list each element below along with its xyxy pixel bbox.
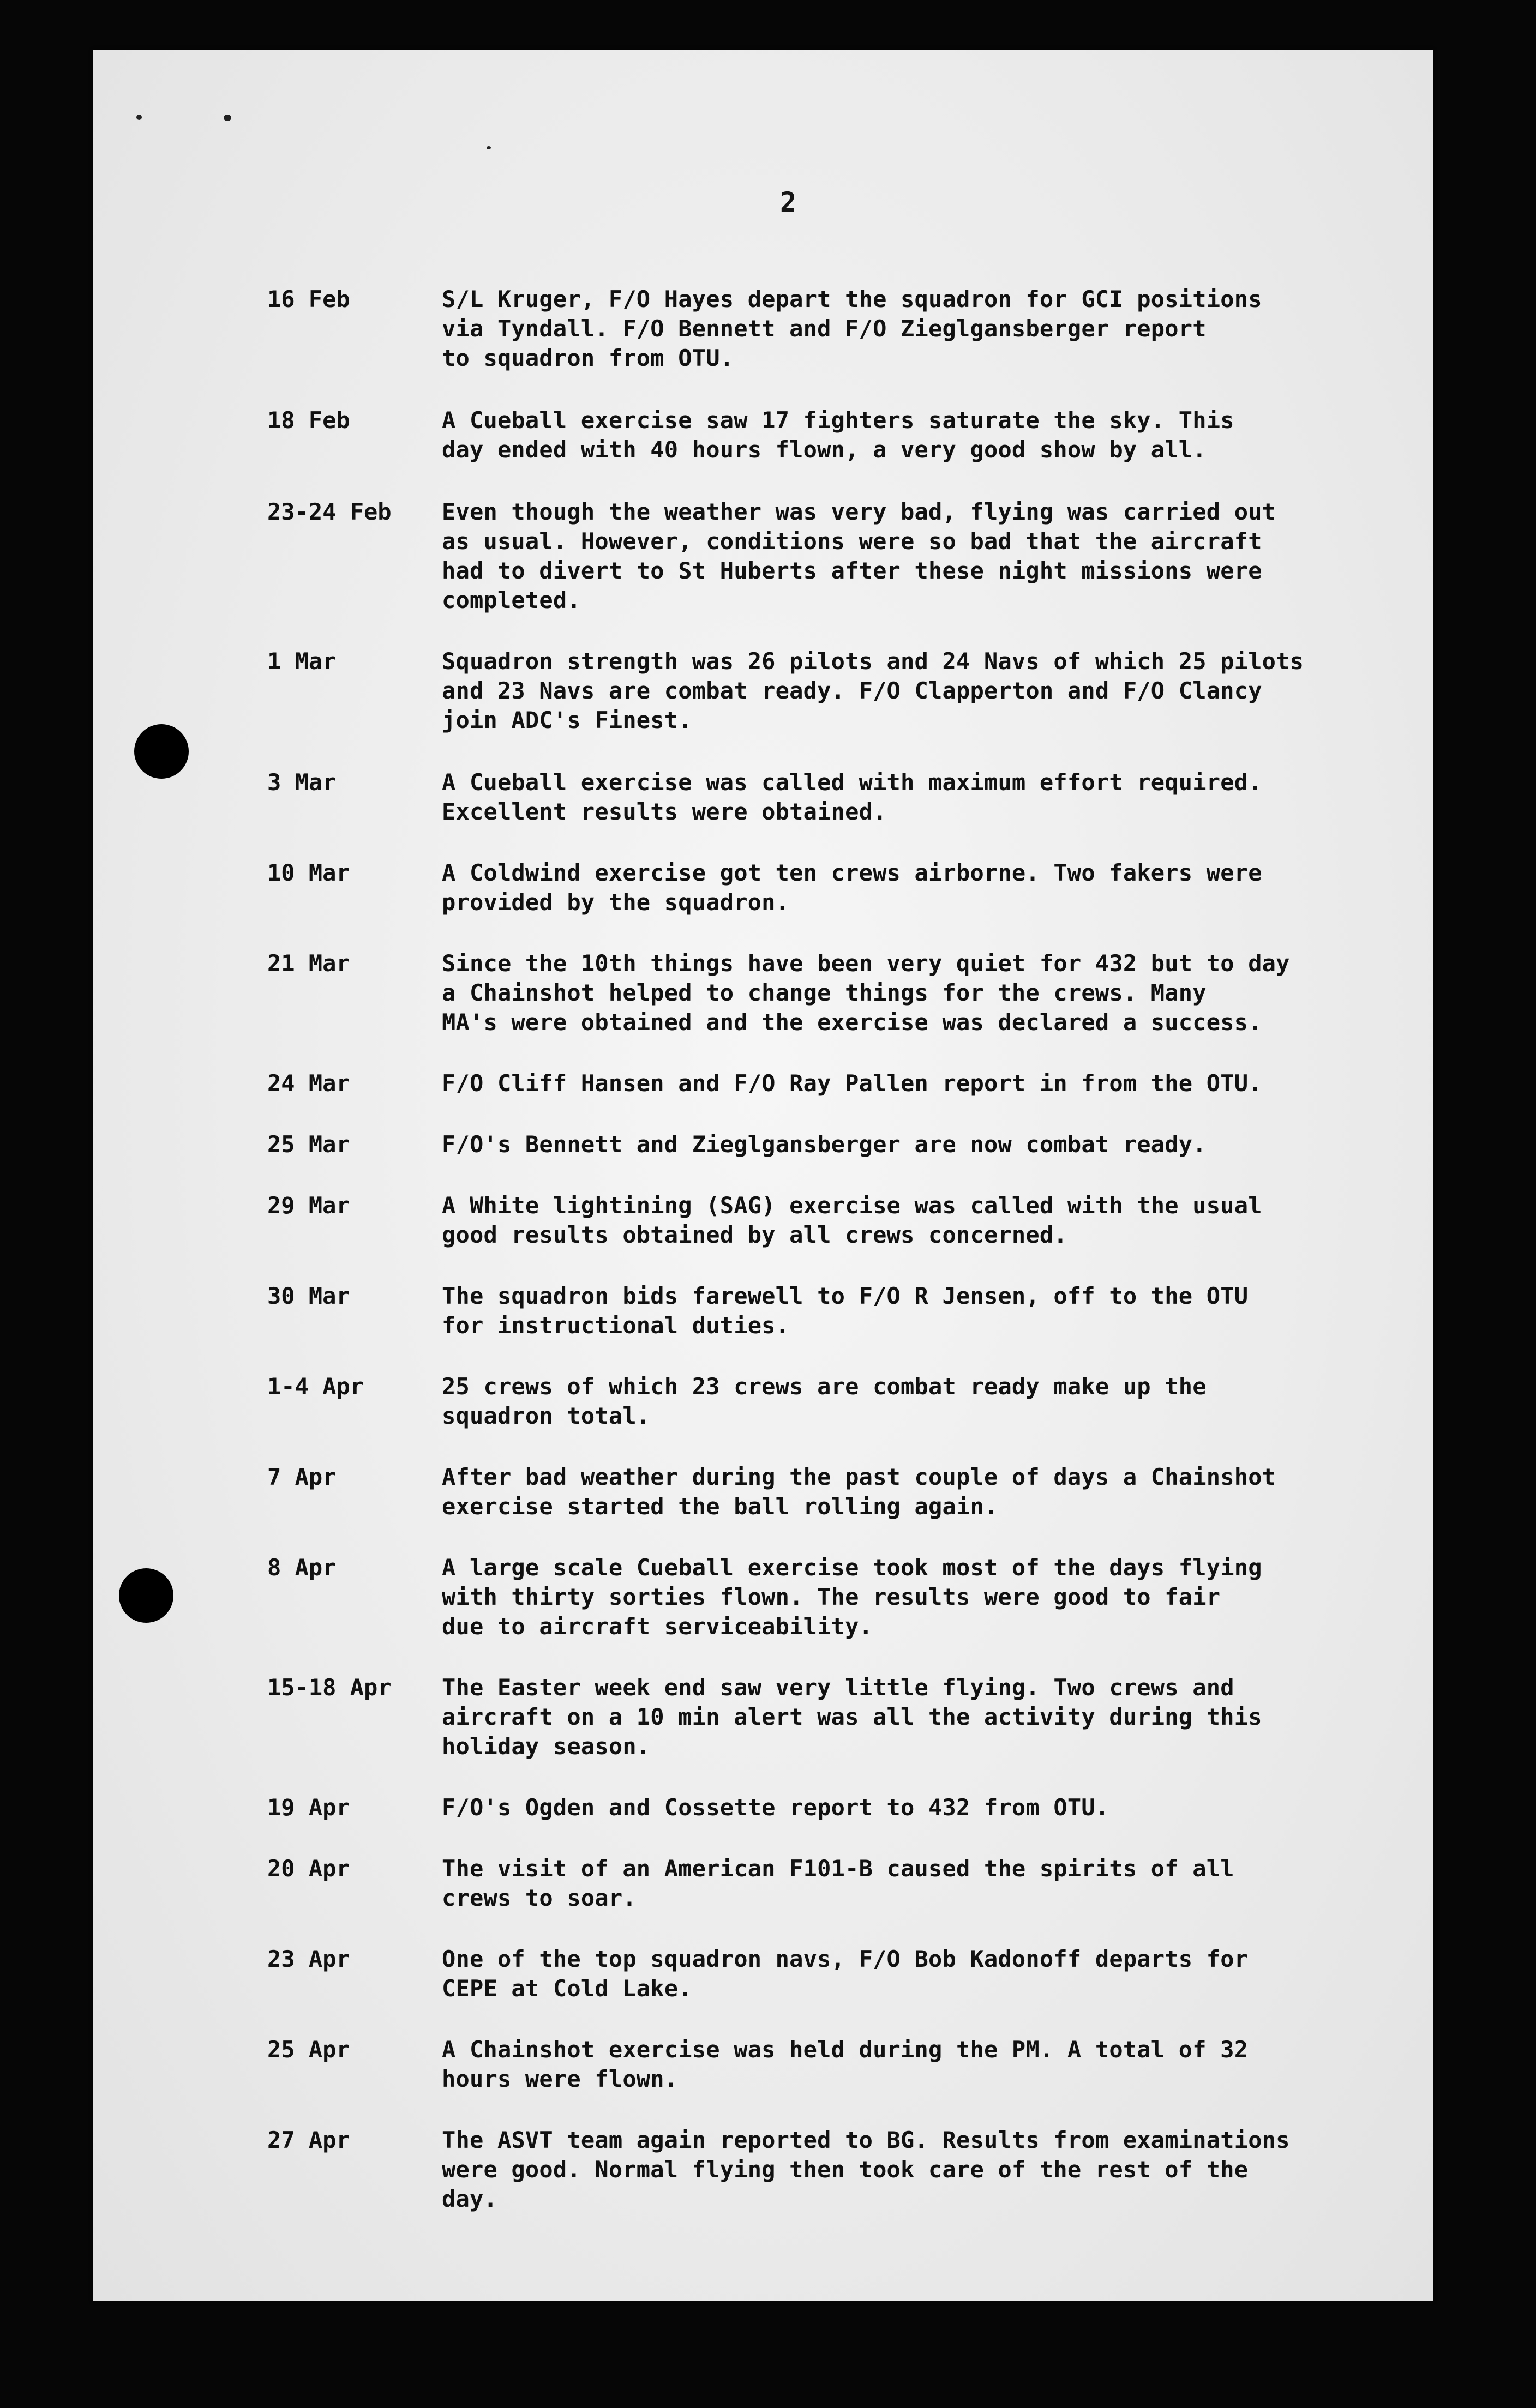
log-entry: [267, 858, 1402, 917]
entry-text: F/O's Ogden and Cossette report to 432 from OTU.: [442, 1794, 1109, 1821]
entry-date: 10 Mar: [267, 859, 350, 886]
entry-date: 20 Apr: [267, 1855, 350, 1882]
entry-text: One of the top squadron navs, F/O Bob Kadonoff departs for CEPE at Cold Lake.: [442, 1946, 1249, 2002]
entry-text: Even though the weather was very bad, flying was carried out as usual. However, conditions were so bad that the aircraft had to divert to St Huberts after these night missions were completed.: [442, 498, 1276, 613]
log-entry: [267, 949, 1402, 1037]
entry-date: 21 Mar: [267, 950, 350, 977]
entry-text: The Easter week end saw very little flying. Two crews and aircraft on a 10 min alert was all the activity during this holiday season.: [442, 1674, 1262, 1760]
entry-text: F/O Cliff Hansen and F/O Ray Pallen report in from the OTU.: [442, 1070, 1262, 1097]
entry-date: 18 Feb: [267, 407, 350, 434]
log-entry: [267, 1854, 1402, 1913]
entry-text: A Chainshot exercise was held during the PM. A total of 32 hours were flown.: [442, 2036, 1249, 2092]
log-entry: [267, 1945, 1402, 2003]
entry-date: 25 Apr: [267, 2036, 350, 2063]
entry-date: 27 Apr: [267, 2127, 350, 2153]
entry-text: The squadron bids farewell to F/O R Jensen, off to the OTU for instructional duties.: [442, 1283, 1249, 1339]
page-number: 2: [780, 186, 797, 218]
entry-text: F/O's Bennett and Zieglgansberger are now combat ready.: [442, 1131, 1207, 1158]
log-entry: [267, 285, 1402, 373]
log-entry: [267, 1281, 1402, 1340]
log-entry: [267, 406, 1402, 465]
log-entry: [267, 647, 1402, 735]
entry-text: A Cueball exercise saw 17 fighters saturate the sky. This day ended with 40 hours flown, a very good show by all.: [442, 407, 1234, 463]
entry-date: 25 Mar: [267, 1131, 350, 1158]
entry-date: 24 Mar: [267, 1070, 350, 1097]
entry-date: 30 Mar: [267, 1283, 350, 1309]
log-entry: [267, 1793, 1402, 1822]
punch-hole-bottom: [119, 1568, 173, 1623]
entry-text: The ASVT team again reported to BG. Results from examinations were good. Normal flying then took care of the rest of the day.: [442, 2127, 1290, 2212]
log-entry: [267, 2035, 1402, 2094]
ink-speck: [136, 115, 142, 120]
entry-text: A Coldwind exercise got ten crews airborne. Two fakers were provided by the squadron.: [442, 859, 1262, 916]
entry-text: Since the 10th things have been very quiet for 432 but to day a Chainshot helped to change things for the crews. Many MA's were obtained and the exercise was declared a success.: [442, 950, 1290, 1036]
document-page: [93, 50, 1433, 2301]
ink-speck: [224, 115, 231, 121]
entry-text: The visit of an American F101-B caused the spirits of all crews to soar.: [442, 1855, 1234, 1911]
entry-date: 23-24 Feb: [267, 498, 392, 525]
entry-date: 19 Apr: [267, 1794, 350, 1821]
entry-date: 15-18 Apr: [267, 1674, 392, 1701]
entry-date: 1-4 Apr: [267, 1373, 364, 1400]
log-entry: [267, 497, 1402, 615]
log-entry: [267, 2126, 1402, 2214]
entry-text: A large scale Cueball exercise took most of the days flying with thirty sorties flown. The results were good to fair due to aircraft serviceability.: [442, 1554, 1262, 1640]
entry-text: A Cueball exercise was called with maximum effort required. Excellent results were obtained.: [442, 769, 1262, 825]
log-entry: [267, 1130, 1402, 1159]
entry-date: 1 Mar: [267, 648, 337, 675]
log-entry: [267, 1462, 1402, 1521]
entry-text: A White lightining (SAG) exercise was called with the usual good results obtained by all crews concerned.: [442, 1192, 1262, 1248]
entry-date: 29 Mar: [267, 1192, 350, 1219]
entry-text: 25 crews of which 23 crews are combat ready make up the squadron total.: [442, 1373, 1207, 1429]
entry-date: 7 Apr: [267, 1464, 337, 1490]
log-entry: [267, 1069, 1402, 1098]
entry-date: 8 Apr: [267, 1554, 337, 1581]
log-entry: [267, 1372, 1402, 1431]
entry-date: 3 Mar: [267, 769, 337, 796]
entry-date: 23 Apr: [267, 1946, 350, 1972]
punch-hole-top: [134, 724, 189, 779]
log-entry: [267, 1553, 1402, 1641]
entry-date: 16 Feb: [267, 286, 350, 312]
log-entry: [267, 1673, 1402, 1761]
log-entry: [267, 1191, 1402, 1250]
entry-text: S/L Kruger, F/O Hayes depart the squadron for GCI positions via Tyndall. F/O Bennett and F/O Zieglgansberger report to squadron from OTU.: [442, 286, 1262, 371]
log-entries: [267, 285, 1402, 2214]
entry-text: Squadron strength was 26 pilots and 24 Navs of which 25 pilots and 23 Navs are combat ready. F/O Clapperton and F/O Clancy join ADC's Finest.: [442, 648, 1304, 733]
ink-speck: [487, 146, 491, 149]
log-entry: [267, 768, 1402, 827]
entry-text: After bad weather during the past couple of days a Chainshot exercise started the ball rolling again.: [442, 1464, 1276, 1520]
